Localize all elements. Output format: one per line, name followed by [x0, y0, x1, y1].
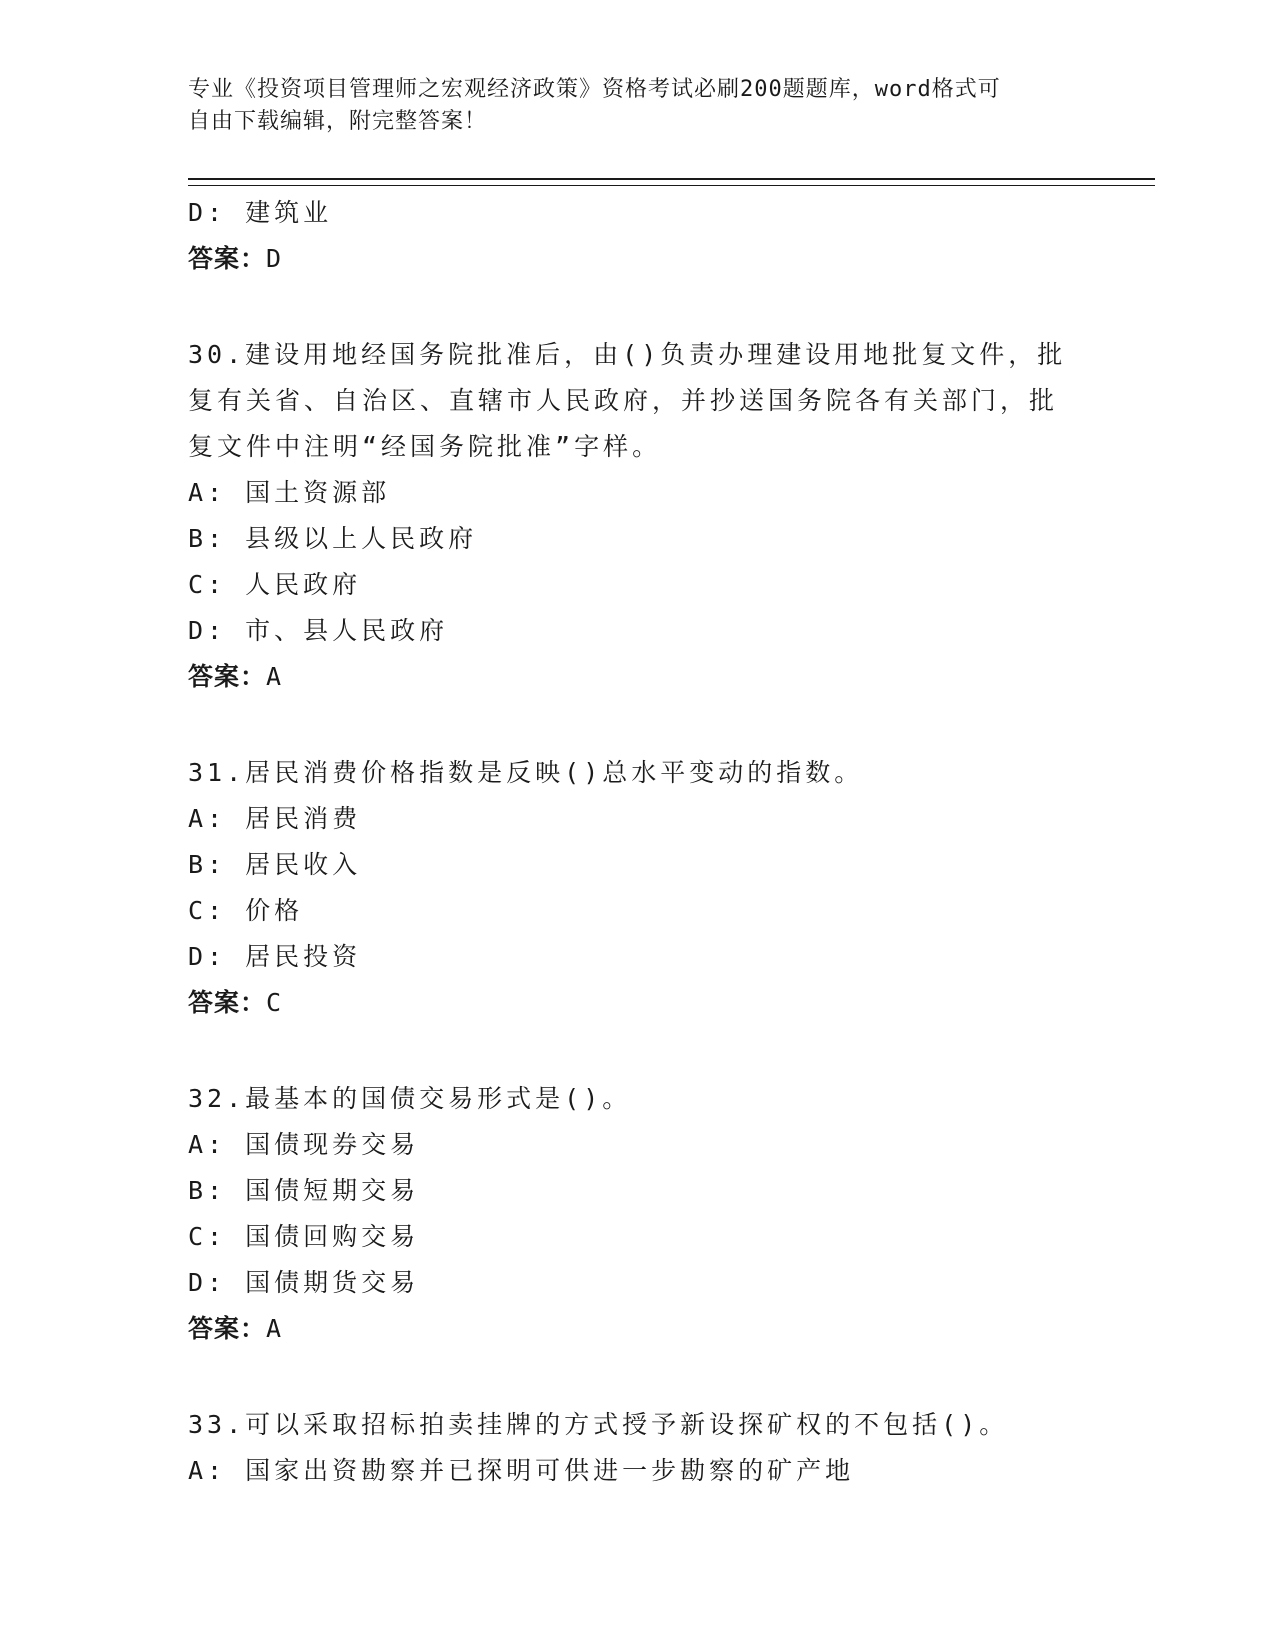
option-b: B: 居民收入	[188, 850, 362, 879]
answer-label: 答案：	[188, 662, 267, 691]
answer-value: A	[266, 1314, 283, 1343]
option-a: A: 国债现券交易	[188, 1130, 420, 1159]
question-block	[188, 1076, 1088, 1352]
header-title-line-2: 自由下载编辑，附完整答案！	[188, 109, 488, 134]
option-a: A: 国家出资勘察并已探明可供进一步勘察的矿产地	[188, 1456, 855, 1485]
question-stem: 30.建设用地经国务院批准后，由()负责办理建设用地批复文件，批复有关省、自治区、直辖市人民政府，并抄送国务院各有关部门，批复文件中注明“经国务院批准”字样。	[188, 340, 1067, 461]
option-b: B: 县级以上人民政府	[188, 524, 478, 553]
question-block	[188, 332, 1088, 700]
answer-label: 答案：	[188, 988, 267, 1017]
option-d: D: 国债期货交易	[188, 1268, 420, 1297]
page-header	[188, 74, 1088, 138]
document-body	[188, 190, 1088, 1494]
answer-line	[188, 1306, 1088, 1352]
answer-value: D	[266, 244, 283, 273]
option-d: D: 建筑业	[188, 198, 333, 227]
option-a: A: 国土资源部	[188, 478, 391, 507]
header-divider	[188, 178, 1155, 186]
question-stem: 33.可以采取招标拍卖挂牌的方式授予新设探矿权的不包括()。	[188, 1410, 1009, 1439]
option-c: C: 国债回购交易	[188, 1222, 420, 1251]
option-d: D: 居民投资	[188, 942, 362, 971]
question-block	[188, 1402, 1088, 1494]
option-c: C: 价格	[188, 896, 304, 925]
option-a: A: 居民消费	[188, 804, 362, 833]
option-b: B: 国债短期交易	[188, 1176, 420, 1205]
option-d: D: 市、县人民政府	[188, 616, 449, 645]
answer-line	[188, 236, 1088, 282]
header-title-line-1: 专业《投资项目管理师之宏观经济政策》资格考试必刷200题题库，word格式可	[188, 77, 1001, 102]
question-stem: 32.最基本的国债交易形式是()。	[188, 1084, 632, 1113]
option-c: C: 人民政府	[188, 570, 362, 599]
question-block	[188, 750, 1088, 1026]
answer-label: 答案：	[188, 244, 267, 273]
answer-value: C	[266, 988, 283, 1017]
answer-label: 答案：	[188, 1314, 267, 1343]
answer-line	[188, 980, 1088, 1026]
question-stem: 31.居民消费价格指数是反映()总水平变动的指数。	[188, 758, 864, 787]
answer-value: A	[266, 662, 283, 691]
answer-line	[188, 654, 1088, 700]
